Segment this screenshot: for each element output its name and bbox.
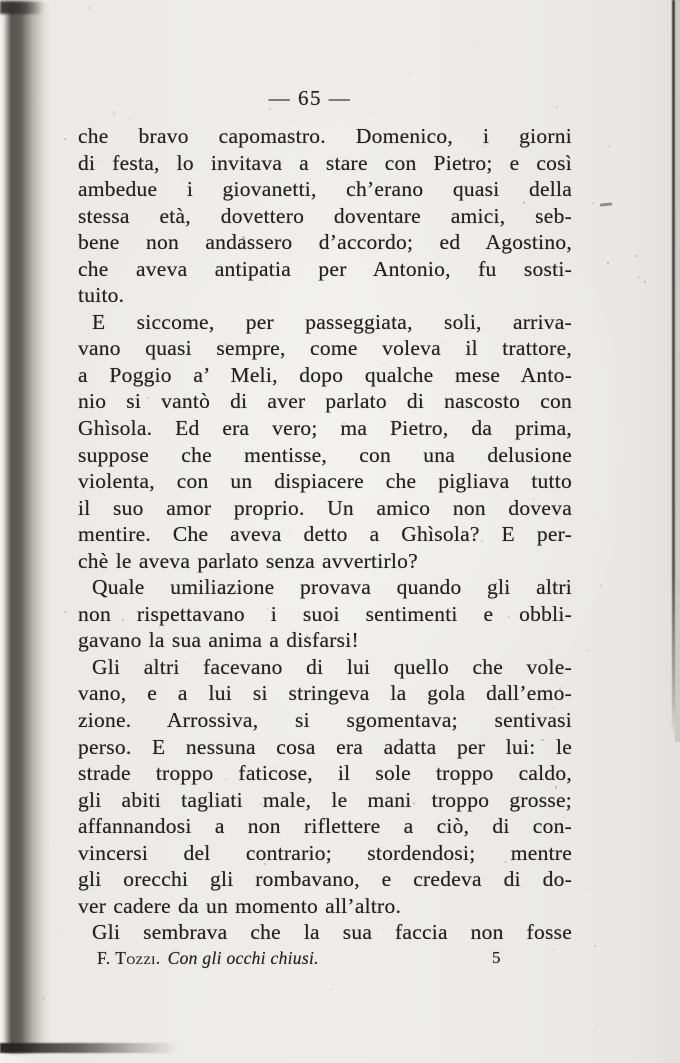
text-line: suppose che mentisse, con una delusione — [78, 442, 572, 467]
paper-speckle — [607, 145, 610, 148]
paper-speckle — [88, 7, 90, 8]
paper-speckle — [600, 584, 603, 587]
paper-speckle — [129, 118, 131, 120]
text-line: strade troppo faticose, il sole troppo caldo, — [78, 761, 572, 786]
paper-speckle — [588, 890, 589, 891]
text-line: bene non andassero d’accordo; ed Agostino, — [78, 230, 572, 255]
text-line: il suo amor proprio. Un amico non doveva — [78, 495, 572, 520]
paper-speckle — [113, 111, 115, 114]
paper-speckle — [592, 202, 595, 205]
text-line: che aveva antipatia per Antonio, fu sosti- — [78, 256, 572, 281]
footer-author: F. Tozzi. — [97, 948, 161, 968]
paper-speckle — [638, 276, 640, 278]
paragraph — [78, 919, 572, 946]
text-line: non rispettavano i suoi sentimenti e obbli- — [78, 601, 572, 626]
scan-artifact-dash — [600, 202, 612, 206]
book-spine-shadow — [3, 2, 50, 1053]
paragraph — [78, 123, 572, 309]
paper-speckle — [668, 366, 669, 367]
paper-speckle — [586, 650, 588, 652]
paper-speckle — [635, 255, 637, 257]
paper-speckle — [586, 66, 587, 67]
text-line: affannandosi a non riflettere a ciò, di con- — [78, 814, 572, 839]
text-block — [78, 123, 572, 946]
paper-speckle — [410, 74, 411, 75]
text-line: Gli sembrava che la sua faccia non fosse — [92, 920, 572, 945]
paragraph — [78, 654, 572, 919]
text-line: vano, e a lui si stringeva la gola dall’emo- — [78, 681, 572, 706]
text-line: vano quasi sempre, come voleva il trattore, — [78, 336, 572, 361]
text-line: tuito. — [78, 283, 125, 308]
paper-speckle — [64, 138, 66, 140]
text-line: chè le aveva parlato senza avvertirlo? — [78, 548, 418, 573]
paper-speckle — [607, 262, 609, 264]
text-line: stessa età, dovettero doventare amici, seb- — [78, 203, 572, 228]
text-line: Gli altri facevano di lui quello che vole- — [92, 654, 572, 679]
text-line: vincersi del contrario; stordendosi; mentre — [78, 840, 572, 865]
paragraph — [78, 574, 572, 654]
right-margin-tint — [675, 0, 680, 742]
page-bottom-edge-shadow — [0, 1043, 178, 1053]
text-line: Ghìsola. Ed era vero; ma Pietro, da prima, — [78, 416, 572, 441]
text-line: perso. E nessuna cosa era adatta per lui: le — [78, 734, 572, 759]
footer-book-title: Con gli occhi chiusi. — [167, 948, 319, 968]
text-line: a Poggio a’ Meli, dopo qualche mese Anto- — [78, 362, 572, 387]
paper-speckle — [63, 933, 65, 934]
text-line: Quale umiliazione provava quando gli altri — [92, 575, 572, 600]
text-line: ver cadere da un momento all’altro. — [78, 893, 402, 918]
paper-speckle — [330, 989, 332, 990]
text-line: che bravo capomastro. Domenico, i giorni — [78, 124, 572, 148]
text-line: di festa, lo invitava a stare con Pietro; e così — [78, 150, 572, 175]
spine-top-edge-shadow — [0, 1, 44, 14]
paper-speckle — [598, 515, 599, 516]
text-line: mentire. Che aveva detto a Ghìsola? E per- — [78, 522, 572, 547]
text-line: gavano la sua anima a disfarsi! — [78, 628, 359, 653]
paragraph — [78, 309, 572, 574]
text-line: E siccome, per passeggiata, soli, arriva- — [92, 309, 572, 334]
text-line: gli orecchi gli rombavano, e credeva di do- — [78, 867, 572, 892]
page-number: — 65 — — [268, 86, 352, 110]
text-line: gli abiti tagliati male, le mani troppo grosse; — [78, 787, 572, 812]
paper-speckle — [353, 1011, 354, 1012]
text-line: zione. Arrossiva, si sgomentava; sentivasi — [78, 708, 572, 733]
paper-speckle — [610, 690, 612, 691]
footer-signature-mark: 5 — [492, 948, 501, 967]
paper-speckle — [594, 945, 596, 947]
paper-speckle — [64, 611, 67, 613]
text-line: nio si vantò di aver parlato di nascosto con — [78, 389, 572, 414]
paper-speckle — [478, 43, 479, 44]
footer-line — [78, 948, 572, 974]
text-line: violenta, con un dispiacere che pigliava tutto — [78, 469, 572, 494]
paper-speckle — [594, 1029, 596, 1031]
paper-speckle — [644, 281, 646, 283]
text-line: ambedue i giovanetti, ch’erano quasi della — [78, 177, 572, 202]
